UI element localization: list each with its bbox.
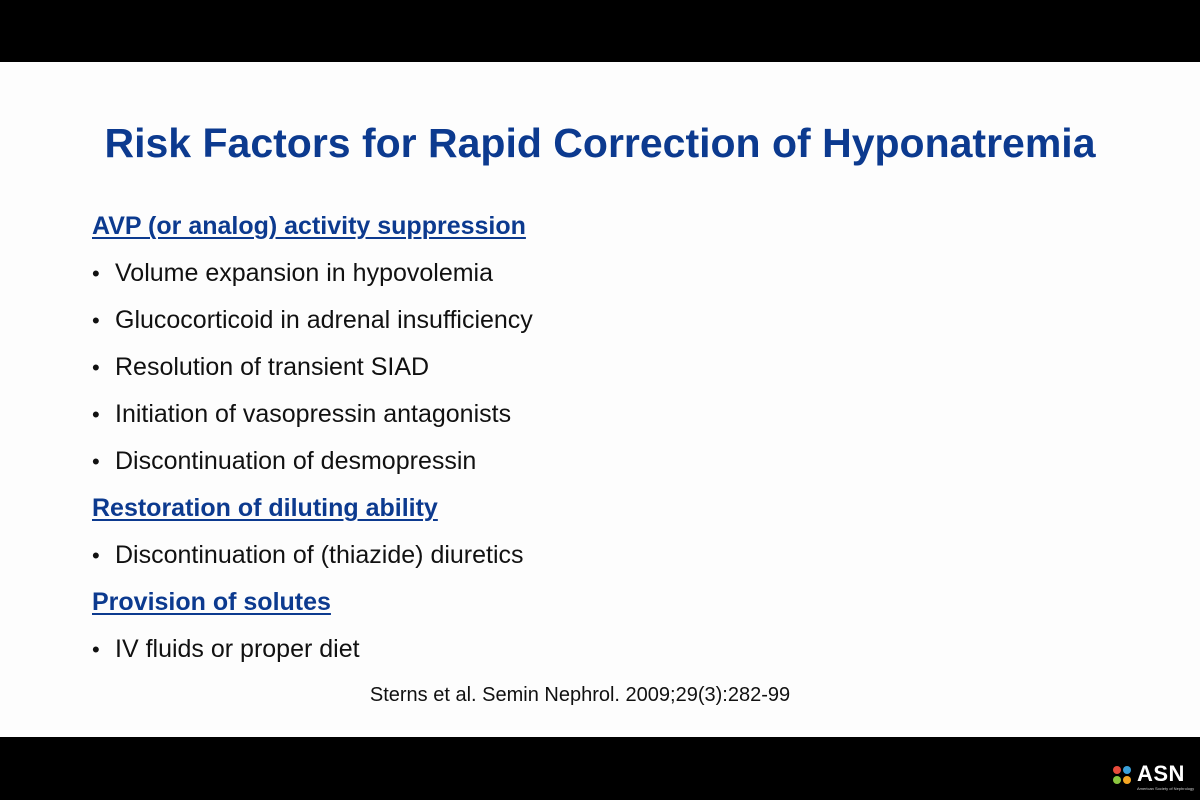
asn-logo <box>1113 762 1195 792</box>
list-item-text: IV fluids or proper diet <box>115 635 360 663</box>
bullet-icon: • <box>92 402 100 427</box>
list-item-text: Discontinuation of (thiazide) diuretics <box>115 541 524 569</box>
bullet-icon: • <box>92 308 100 333</box>
list-item <box>92 532 992 579</box>
list-item-text: Discontinuation of desmopressin <box>115 447 477 475</box>
list-item <box>92 438 992 485</box>
asn-logo-text: ASN <box>1137 761 1185 786</box>
presentation-slide <box>0 62 1200 737</box>
list-item-text: Volume expansion in hypovolemia <box>115 259 494 287</box>
asn-logo-subtitle: American Society of Nephrology <box>1137 786 1195 791</box>
section-heading-provision-of-solutes: Provision of solutes <box>92 588 331 616</box>
bullet-icon: • <box>92 449 100 474</box>
bullet-icon: • <box>92 261 100 286</box>
asn-logo-mark-icon <box>1113 766 1133 786</box>
list-item <box>92 297 992 344</box>
list-item-text: Initiation of vasopressin antagonists <box>115 400 512 428</box>
list-item <box>92 391 992 438</box>
bullet-icon: • <box>92 543 100 568</box>
letterbox-bottom <box>0 737 1200 800</box>
bullet-icon: • <box>92 637 100 662</box>
letterbox-top <box>0 0 1200 62</box>
bullet-icon: • <box>92 355 100 380</box>
section-heading-diluting-ability: Restoration of diluting ability <box>92 494 438 522</box>
citation: Sterns et al. Semin Nephrol. 2009;29(3):282-99 <box>369 684 791 706</box>
slide-content <box>92 203 992 673</box>
list-item <box>92 344 992 391</box>
list-item <box>92 250 992 297</box>
list-item <box>92 626 992 673</box>
slide-title: Risk Factors for Rapid Correction of Hyponatremia <box>104 120 1096 166</box>
list-item-text: Glucocorticoid in adrenal insufficiency <box>115 306 533 334</box>
section-heading-avp-suppression: AVP (or analog) activity suppression <box>92 212 526 240</box>
list-item-text: Resolution of transient SIAD <box>115 353 430 381</box>
